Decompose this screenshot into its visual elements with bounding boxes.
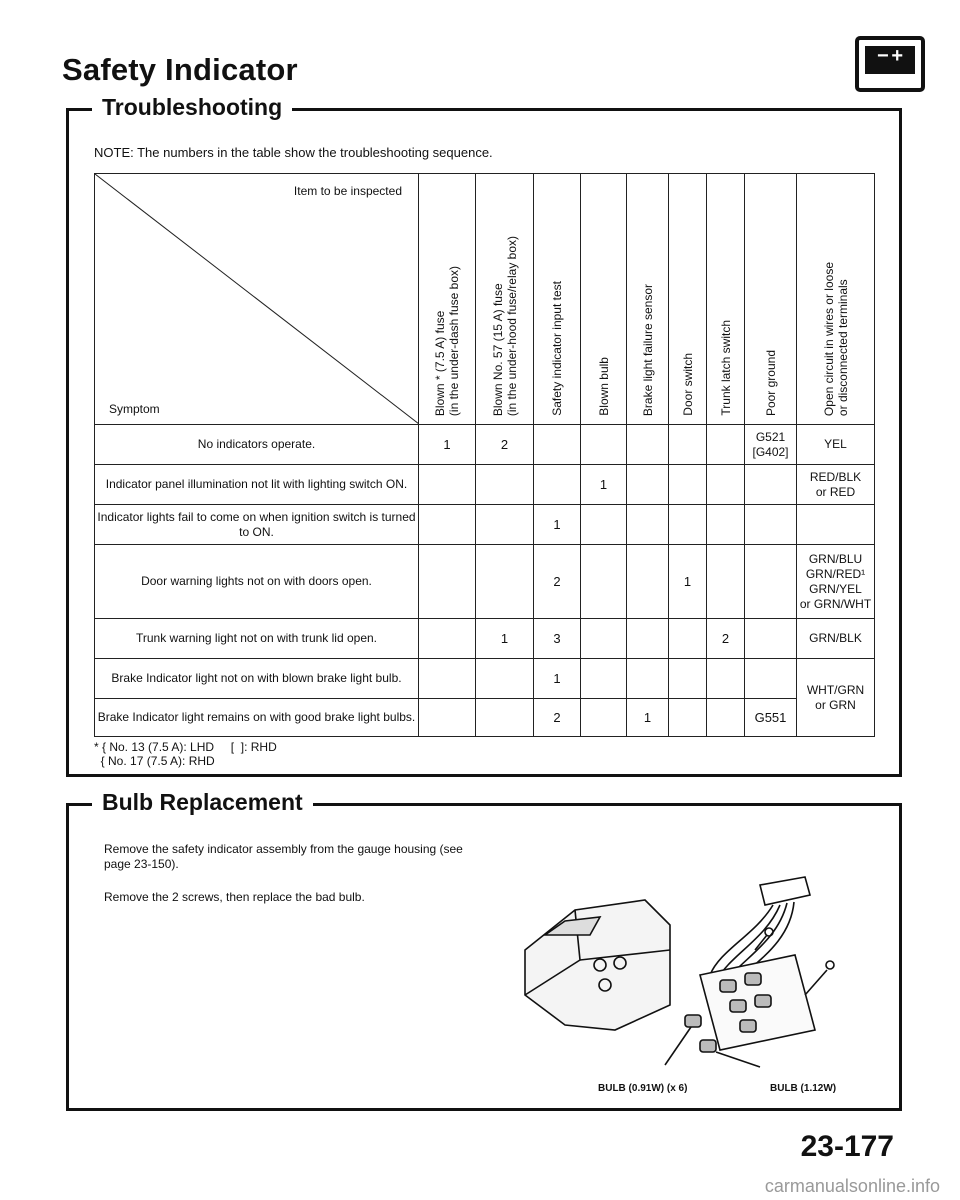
table-note: NOTE: The numbers in the table show the troubleshooting sequence. xyxy=(94,145,493,160)
col-header: Door switch xyxy=(669,174,707,425)
wire-cell: GRN/BLK xyxy=(797,619,875,659)
value-cell: 2 xyxy=(476,425,534,465)
col-header: Blown * (7.5 A) fuse (in the under-dash fuse box) xyxy=(419,174,476,425)
value-cell xyxy=(476,699,534,737)
diagonal-line xyxy=(95,174,419,424)
value-cell xyxy=(707,465,745,505)
value-cell: 1 xyxy=(419,425,476,465)
instruction-step-1: Remove the safety indicator assembly from the gauge housing (see page 23-150). xyxy=(104,842,463,871)
value-cell xyxy=(669,619,707,659)
watermark: carmanualsonline.info xyxy=(764,1176,940,1196)
value-cell xyxy=(627,619,669,659)
col-header: Poor ground xyxy=(745,174,797,425)
value-cell xyxy=(581,505,627,545)
value-cell xyxy=(745,659,797,699)
value-cell: 2 xyxy=(707,619,745,659)
value-cell: 2 xyxy=(534,545,581,619)
footnote-line: { No. 17 (7.5 A): RHD xyxy=(94,754,215,768)
page-number: 23-177 xyxy=(800,1130,894,1163)
table-row xyxy=(95,505,875,545)
item-to-inspect-label: Item to be inspected xyxy=(293,184,402,198)
table-row xyxy=(95,465,875,505)
value-cell: 1 xyxy=(581,465,627,505)
table-footnote xyxy=(94,740,277,768)
value-cell xyxy=(707,545,745,619)
table-row xyxy=(95,425,875,465)
col-header: Blown No. 57 (15 A) fuse (in the under-hood fuse/relay box) xyxy=(476,174,534,425)
symptom-cell: Trunk warning light not on with trunk lid open. xyxy=(95,619,419,659)
col-header: Blown bulb xyxy=(581,174,627,425)
value-cell: 1 xyxy=(534,505,581,545)
wire-cell xyxy=(797,505,875,545)
symptom-cell: Brake Indicator light not on with blown brake light bulb. xyxy=(95,659,419,699)
value-cell: 1 xyxy=(627,699,669,737)
symptom-cell: Brake Indicator light remains on with good brake light bulbs. xyxy=(95,699,419,737)
symptom-cell: Indicator lights fail to come on when ignition switch is turned to ON. xyxy=(95,505,419,545)
value-cell: G521 [G402] xyxy=(745,425,797,465)
value-cell xyxy=(707,659,745,699)
wire-cell: WHT/GRN or GRN xyxy=(797,659,875,737)
value-cell xyxy=(581,545,627,619)
bulb-caption-right: BULB (1.12W) xyxy=(770,1083,837,1094)
value-cell xyxy=(627,425,669,465)
troubleshooting-table xyxy=(94,173,875,737)
wire-cell: YEL xyxy=(797,425,875,465)
wire-cell: GRN/BLU GRN/RED¹ GRN/YEL or GRN/WHT xyxy=(797,545,875,619)
value-cell: 1 xyxy=(476,619,534,659)
value-cell xyxy=(745,545,797,619)
value-cell: 2 xyxy=(534,699,581,737)
value-cell xyxy=(669,465,707,505)
value-cell xyxy=(476,505,534,545)
table-row xyxy=(95,699,875,737)
table-row xyxy=(95,659,875,699)
value-cell xyxy=(707,699,745,737)
wire-cell: RED/BLK or RED xyxy=(797,465,875,505)
bulb-assembly-illustration xyxy=(505,855,875,1080)
value-cell xyxy=(669,425,707,465)
symptom-label: Symptom xyxy=(109,402,160,416)
troubleshooting-heading: Troubleshooting xyxy=(92,94,292,121)
value-cell xyxy=(419,619,476,659)
bulb-caption-left: BULB (0.91W) (x 6) xyxy=(598,1083,688,1094)
footnote-line: * { No. 13 (7.5 A): LHD [ ]: RHD xyxy=(94,740,277,754)
value-cell xyxy=(669,505,707,545)
value-cell xyxy=(534,425,581,465)
value-cell xyxy=(581,659,627,699)
bulb-replacement-heading: Bulb Replacement xyxy=(92,789,313,816)
value-cell: 1 xyxy=(534,659,581,699)
page-title: Safety Indicator xyxy=(62,52,298,87)
value-cell xyxy=(745,619,797,659)
value-cell xyxy=(627,505,669,545)
value-cell xyxy=(419,699,476,737)
value-cell xyxy=(627,659,669,699)
symptom-cell: Indicator panel illumination not lit with lighting switch ON. xyxy=(95,465,419,505)
value-cell xyxy=(745,505,797,545)
value-cell xyxy=(669,659,707,699)
value-cell xyxy=(419,659,476,699)
value-cell xyxy=(476,545,534,619)
value-cell xyxy=(534,465,581,505)
value-cell xyxy=(419,465,476,505)
table-row xyxy=(95,619,875,659)
value-cell: 3 xyxy=(534,619,581,659)
col-header: Brake light failure sensor xyxy=(627,174,669,425)
value-cell: G551 xyxy=(745,699,797,737)
value-cell xyxy=(419,545,476,619)
table-row xyxy=(95,545,875,619)
instruction-step-2: Remove the 2 screws, then replace the bad bulb. xyxy=(104,890,365,904)
value-cell xyxy=(707,505,745,545)
col-header: Trunk latch switch xyxy=(707,174,745,425)
value-cell xyxy=(476,465,534,505)
value-cell xyxy=(745,465,797,505)
battery-icon: − + xyxy=(855,36,925,92)
value-cell xyxy=(476,659,534,699)
value-cell xyxy=(669,699,707,737)
col-header: Safety indicator input test xyxy=(534,174,581,425)
table-corner-header xyxy=(95,174,419,425)
value-cell xyxy=(627,465,669,505)
symptom-cell: No indicators operate. xyxy=(95,425,419,465)
value-cell xyxy=(581,425,627,465)
value-cell xyxy=(707,425,745,465)
value-cell xyxy=(581,699,627,737)
value-cell xyxy=(627,545,669,619)
symptom-cell: Door warning lights not on with doors open. xyxy=(95,545,419,619)
value-cell xyxy=(419,505,476,545)
value-cell: 1 xyxy=(669,545,707,619)
col-header: Open circuit in wires or loose or disconnected terminals xyxy=(797,174,875,425)
value-cell xyxy=(581,619,627,659)
